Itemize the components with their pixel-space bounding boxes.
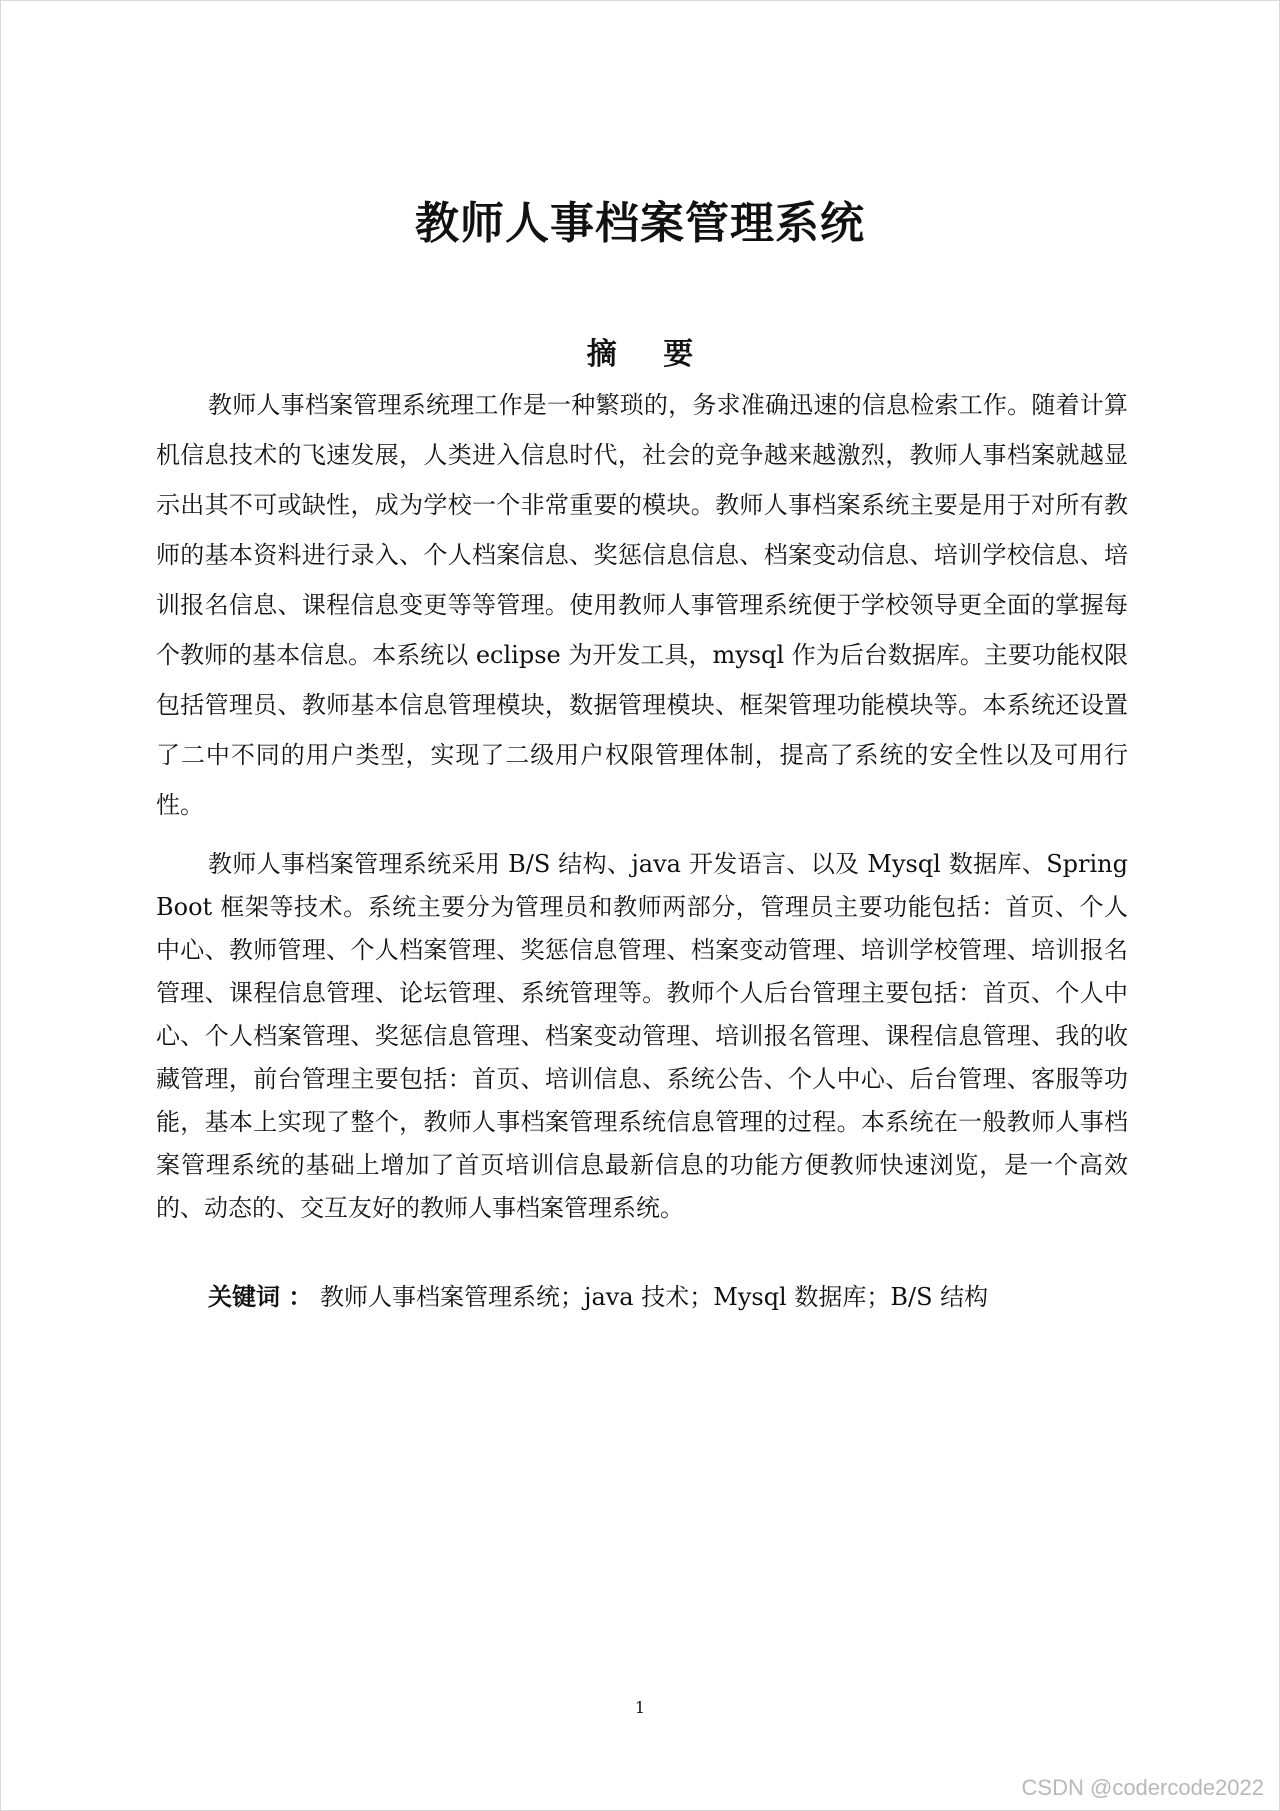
abstract-paragraph-1: 教师人事档案管理系统理工作是一种繁琐的，务求准确迅速的信息检索工作。随着计算机信息技术的飞速发展，人类进入信息时代，社会的竞争越来越激烈，教师人事档案就越显示出其不可或缺性，成为学校一个非常重要的模块。教师人事档案系统主要是用于对所有教师的基本资料进行录入、个人档案信息、奖惩信息信息、档案变动信息、培训学校信息、培训报名信息、课程信息变更等等管理。使用教师人事管理系统便于学校领导更全面的掌握每个教师的基本信息。本系统以 eclipse 为开发工具，mysql 作为后台数据库。主要功能权限包括管理员、教师基本信息管理模块，数据管理模块、框架管理功能模块等。本系统还设置了二中不同的用户类型，实现了二级用户权限管理体制，提高了系统的安全性以及可用行性。 [156,391,1128,819]
abstract-paragraph-2: 教师人事档案管理系统采用 B/S 结构、java 开发语言、以及 Mysql 数据库、Spring Boot 框架等技术。系统主要分为管理员和教师两部分，管理员主要功能包括：首页、个人中心、教师管理、个人档案管理、奖惩信息管理、档案变动管理、培训学校管理、培训报名管理、课程信息管理、论坛管理、系统管理等。教师个人后台管理主要包括：首页、个人中心、个人档案管理、奖惩信息管理、档案变动管理、培训报名管理、课程信息管理、我的收藏管理，前台管理主要包括：首页、培训信息、系统公告、个人中心、后台管理、客服等功能，基本上实现了整个，教师人事档案管理系统信息管理的过程。本系统在一般教师人事档案管理系统的基础上增加了首页培训信息最新信息的功能方便教师快速浏览，是一个高效的、动态的、交互友好的教师人事档案管理系统。 [156,850,1128,1222]
csdn-watermark: CSDN @codercode2022 [1021,1775,1264,1800]
keywords-label: 关键词 ： [208,1283,313,1311]
keywords-text: 教师人事档案管理系统；java 技术；Mysql 数据库；B/S 结构 [320,1283,989,1311]
abstract-heading: 摘 要 [586,337,712,372]
document-title: 教师人事档案管理系统 [415,198,865,249]
page-number: 1 [634,1698,646,1717]
keywords-line [208,1277,988,1317]
